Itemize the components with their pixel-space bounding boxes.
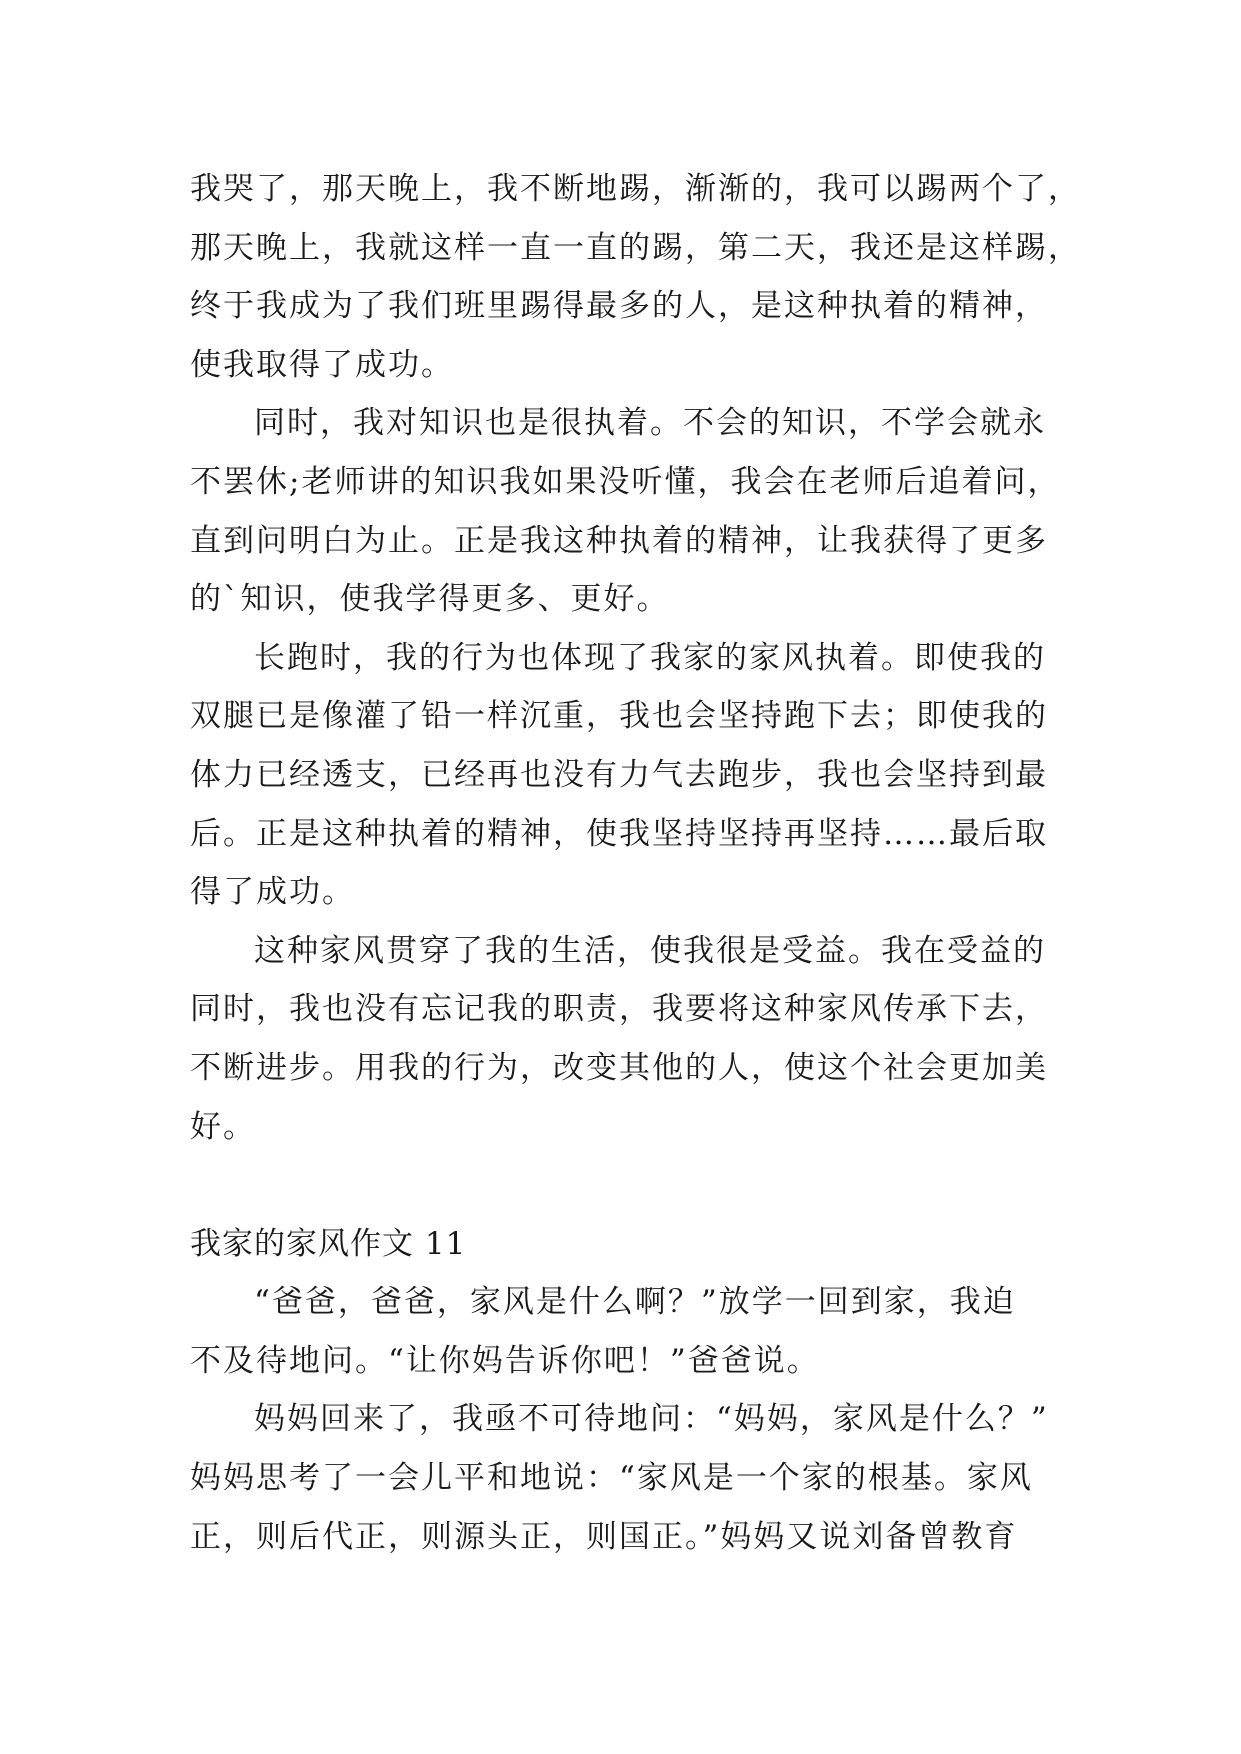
text-line: 正，则后代正，则源头正，则国正。”妈妈又说刘备曾教育 [190,1518,1018,1555]
paragraph-conclusion [190,922,1070,1156]
text-line: 不断进步。用我的行为，改变其他的人，使这个社会更加美 [190,1049,1048,1086]
text-line: 后。正是这种执着的精神，使我坚持坚持再坚持……最后取 [190,815,1048,852]
text-line: 这种家风贯穿了我的生活，使我很是受益。我在受益的 [254,932,1046,969]
document-body [190,160,1081,1566]
text-line: 妈妈回来了，我亟不可待地问：“妈妈，家风是什么？” [254,1401,1049,1438]
paragraph-question [190,1273,1070,1390]
text-line: 双腿已是像灌了铅一样沉重，我也会坚持跑下去；即使我的 [190,698,1048,735]
paragraph-continuation [190,160,1081,394]
text-line: 直到问明白为止。正是我这种执着的精神，让我获得了更多 [190,522,1048,559]
text-line: “爸爸，爸爸，家风是什么啊？”放学一回到家，我迫 [254,1284,1016,1321]
text-line: 的`知识，使我学得更多、更好。 [190,581,670,618]
text-line: 同时，我也没有忘记我的职责，我要将这种家风传承下去， [190,991,1048,1028]
paragraph-knowledge [190,394,1070,628]
paragraph-mother [190,1390,1070,1566]
text-line: 使我取得了成功。 [190,346,454,383]
text-line: 体力已经透支，已经再也没有力气去跑步，我也会坚持到最 [190,756,1048,793]
text-line: 那天晚上，我就这样一直一直的踢，第二天，我还是这样踢， [190,229,1081,266]
text-line: 得了成功。 [190,874,355,911]
text-line: 不罢休;老师讲的知识我如果没听懂，我会在老师后追着问， [190,463,1061,500]
text-line: 长跑时，我的行为也体现了我家的家风执着。即使我的 [254,639,1046,676]
blank-line [190,1156,1070,1215]
paragraph-running [190,629,1070,922]
essay-title: 我家的家风作文 11 [190,1225,467,1262]
text-line: 同时，我对知识也是很执着。不会的知识，不学会就永 [254,405,1046,442]
text-line: 妈妈思考了一会儿平和地说：“家风是一个家的根基。家风 [190,1460,1033,1497]
text-line: 好。 [190,1108,256,1145]
text-line: 不及待地问。“让你妈告诉你吧！”爸爸说。 [190,1342,820,1379]
text-line: 终于我成为了我们班里踢得最多的人，是这种执着的精神， [190,288,1048,325]
text-line: 我哭了，那天晚上，我不断地踢，渐渐的，我可以踢两个了， [190,171,1081,207]
